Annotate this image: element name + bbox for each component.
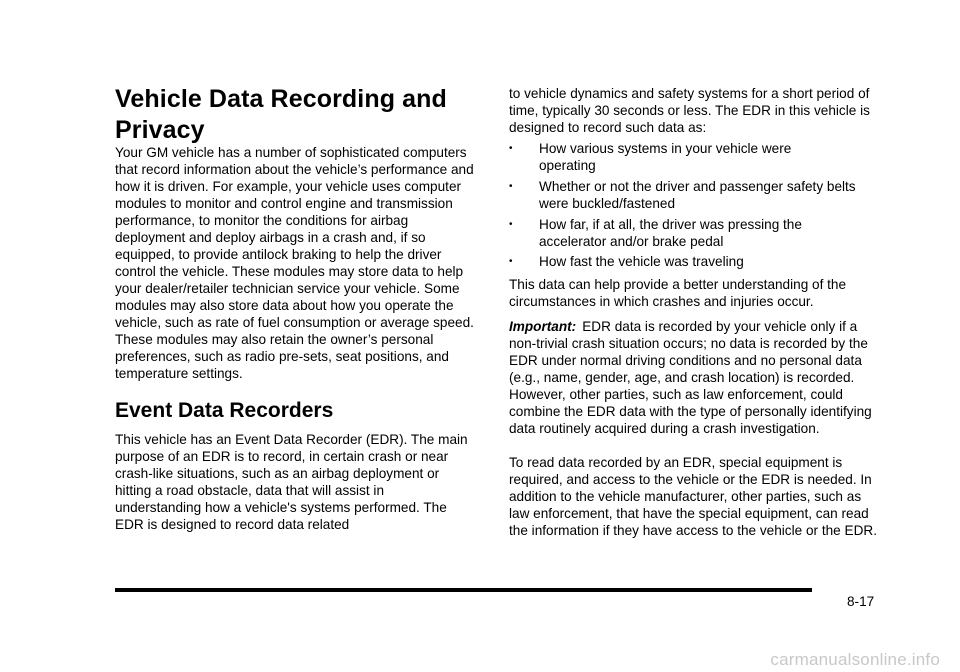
bullet-icon: • xyxy=(509,256,513,267)
edr-paragraph: This vehicle has an Event Data Recorder (EDR). The main purpose of an EDR is to record, in certain crash or near crash-like situations, such as an airbag deployment or hitting a road obstacle, data that will assist in understanding how a vehicle's systems performed. The EDR is designed to record data related xyxy=(115,432,468,532)
page-number: 8-17 xyxy=(847,594,875,609)
bullet-text: Whether or not the driver and passenger safety belts were buckled/fastened xyxy=(539,179,856,211)
read-data-paragraph: To read data recorded by an EDR, special equipment is required, and access to the vehicle or the EDR is needed. In addition to the vehicle manufacturer, other parties, such as law enforcement, that have the special equipment, can read the information if they have access to the vehicle or the EDR. xyxy=(509,455,877,538)
page-title: Vehicle Data Recording and Privacy xyxy=(115,85,447,144)
bullet-text: How fast the vehicle was traveling xyxy=(539,254,744,269)
bullet-icon: • xyxy=(509,219,513,230)
continuation-paragraph: to vehicle dynamics and safety systems for a short period of time, typically 30 seconds or less. The EDR in this vehicle is designed to record such data as: xyxy=(509,86,870,135)
bullet-text: How far, if at all, the driver was pressing the accelerator and/or brake pedal xyxy=(539,217,802,249)
bullet-icon: • xyxy=(509,143,513,154)
understanding-paragraph: This data can help provide a better understanding of the circumstances in which crashes and injuries occur. xyxy=(509,277,847,309)
important-paragraph xyxy=(509,318,877,437)
watermark: carmanualsonline.info xyxy=(770,650,940,669)
footer-rule xyxy=(115,588,812,592)
important-label: Important: xyxy=(509,319,577,334)
section-heading: Event Data Recorders xyxy=(115,399,334,422)
bullet-text: How various systems in your vehicle were operating xyxy=(539,141,792,173)
bullet-icon: • xyxy=(509,181,513,192)
intro-paragraph: Your GM vehicle has a number of sophisticated computers that record information about the vehicle’s performance and how it is driven. For example, your vehicle uses computer modules to monitor and control engine and transmission performance, to monitor the conditions for airbag deployment and deploy airbags in a crash and, if so equipped, to provide antilock braking to help the driver control the vehicle. These modules may store data to help your dealer/retailer technician service your vehicle. Some modules may also store data about how you operate the vehicle, such as rate of fuel consumption or average speed. These modules may also retain the owner’s personal preferences, such as radio pre-sets, seat positions, and temperature settings. xyxy=(115,145,474,381)
important-text: EDR data is recorded by your vehicle only if a non-trivial crash situation occurs; no data is recorded by the EDR under normal driving conditions and no personal data (e.g., name, gender, age, and crash location) is recorded. However, other parties, such as law enforcement, could combine the EDR data with the type of personally identifying data routinely acquired during a crash investigation. xyxy=(509,319,872,436)
